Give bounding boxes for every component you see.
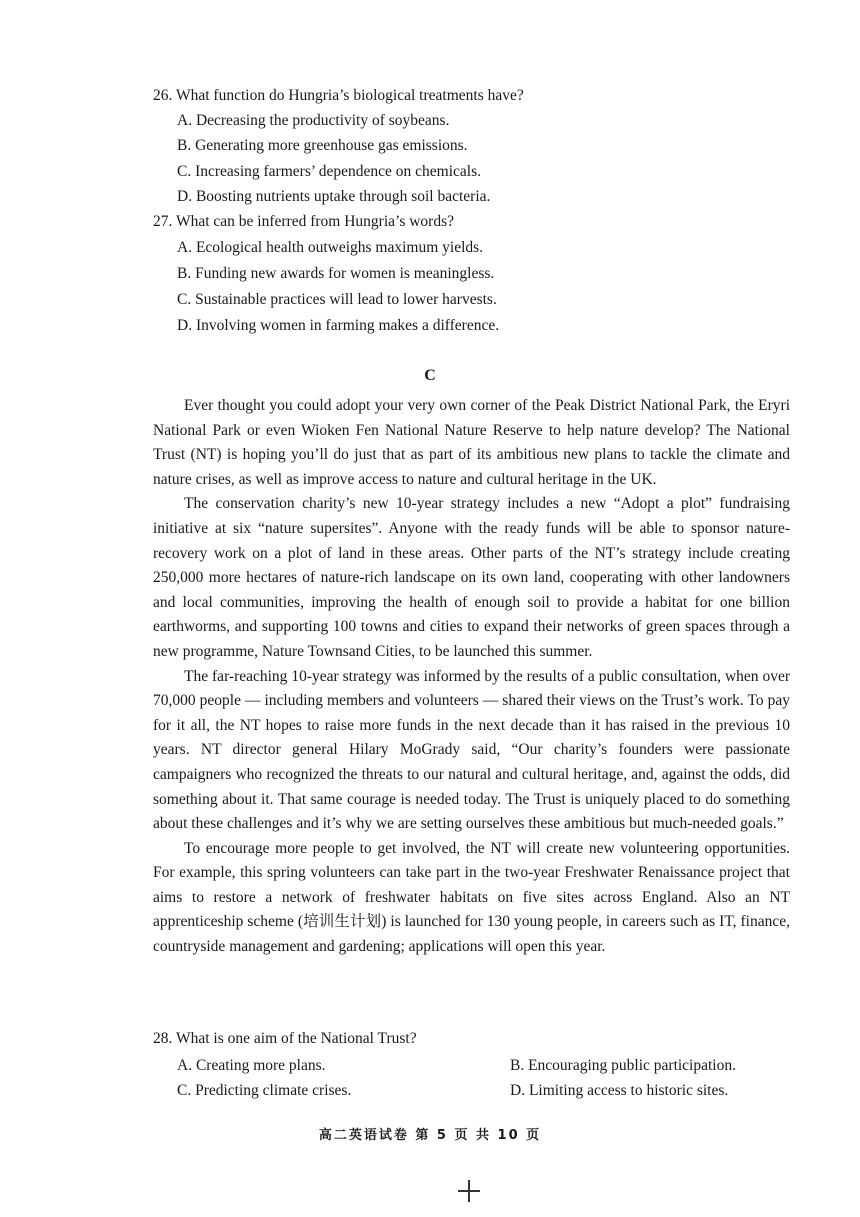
question-27-option-d: D. Involving women in farming makes a difference.: [177, 317, 500, 334]
question-27-option-c: C. Sustainable practices will lead to lower harvests.: [177, 291, 497, 308]
question-26-option-a: A. Decreasing the productivity of soybeans.: [177, 112, 450, 129]
registration-mark-icon: [458, 1180, 480, 1202]
question-28-option-b: B. Encouraging public participation.: [510, 1057, 736, 1074]
question-26-option-d: D. Boosting nutrients uptake through soil bacteria.: [177, 188, 491, 205]
question-27-stem: 27. What can be inferred from Hungria’s words?: [153, 213, 455, 230]
passage-paragraph-1: Ever thought you could adopt your very own corner of the Peak District National Park, the Eryri National Park or even Wioken Fen National Nature Reserve to help nature develop? The National Trust (NT) is hoping you’ll do just that as part of its ambitious new plans to tackle the climate and nature crises, as well as improve access to nature and cultural heritage in the UK.: [153, 397, 790, 488]
section-heading: C: [424, 367, 436, 384]
passage-paragraph-4: To encourage more people to get involved, the NT will create new volunteering opportunities. For example, this spring volunteers can take part in the two-year Freshwater Renaissance project that aims to restore a network of freshwater habitats on five sites across England. Also an NT apprenticeship scheme (培训生计划) is launched for 130 young people, in careers such as IT, finance, countryside management and gardening; applications will open this year.: [153, 839, 790, 956]
question-28-stem: 28. What is one aim of the National Trust?: [153, 1030, 417, 1047]
passage-paragraph-3: The far-reaching 10-year strategy was informed by the results of a public consultation, when over 70,000 people — including members and volunteers — shared their views on the Trust’s work. To pay for it all, the NT hopes to raise more funds in the next decade than it has raised in the previous 10 years. NT director general Hilary MoGrady said, “Our charity’s founders were passionate campaigners who recognized the threats to our natural and cultural heritage, and, against the odds, did something about it. That same courage is needed today. The Trust is uniquely placed to do something about these challenges and it’s why we are setting ourselves these ambitious but much-needed goals.”: [153, 667, 790, 833]
question-28-option-a: A. Creating more plans.: [177, 1057, 326, 1074]
passage-paragraph-2: The conservation charity’s new 10-year strategy includes a new “Adopt a plot” fundraising initiative at six “nature supersites”. Anyone with the ready funds will be able to sponsor nature-recovery work on a plot of land in these areas. Other parts of the NT’s strategy include creating 250,000 more hectares of nature-rich landscape on its own land, cooperating with other landowners and local communities, improving the health of enough soil to provide a habitat for one billion earthworms, and supporting 100 towns and cities to expand their networks of green spaces through a new programme, Nature Townsand Cities, to be launched this summer.: [153, 495, 790, 660]
question-28-option-c: C. Predicting climate crises.: [177, 1082, 352, 1099]
question-26-option-b: B. Generating more greenhouse gas emissions.: [177, 137, 468, 154]
question-26-option-c: C. Increasing farmers’ dependence on chemicals.: [177, 163, 481, 180]
question-27-option-a: A. Ecological health outweighs maximum yields.: [177, 239, 484, 256]
question-28-option-d: D. Limiting access to historic sites.: [510, 1082, 729, 1099]
question-27-option-b: B. Funding new awards for women is meaningless.: [177, 265, 495, 282]
question-26-stem: 26. What function do Hungria’s biological treatments have?: [153, 87, 524, 104]
reading-passage: [153, 394, 790, 960]
page-footer: 高二英语试卷 第 5 页 共 10 页: [318, 1128, 542, 1143]
